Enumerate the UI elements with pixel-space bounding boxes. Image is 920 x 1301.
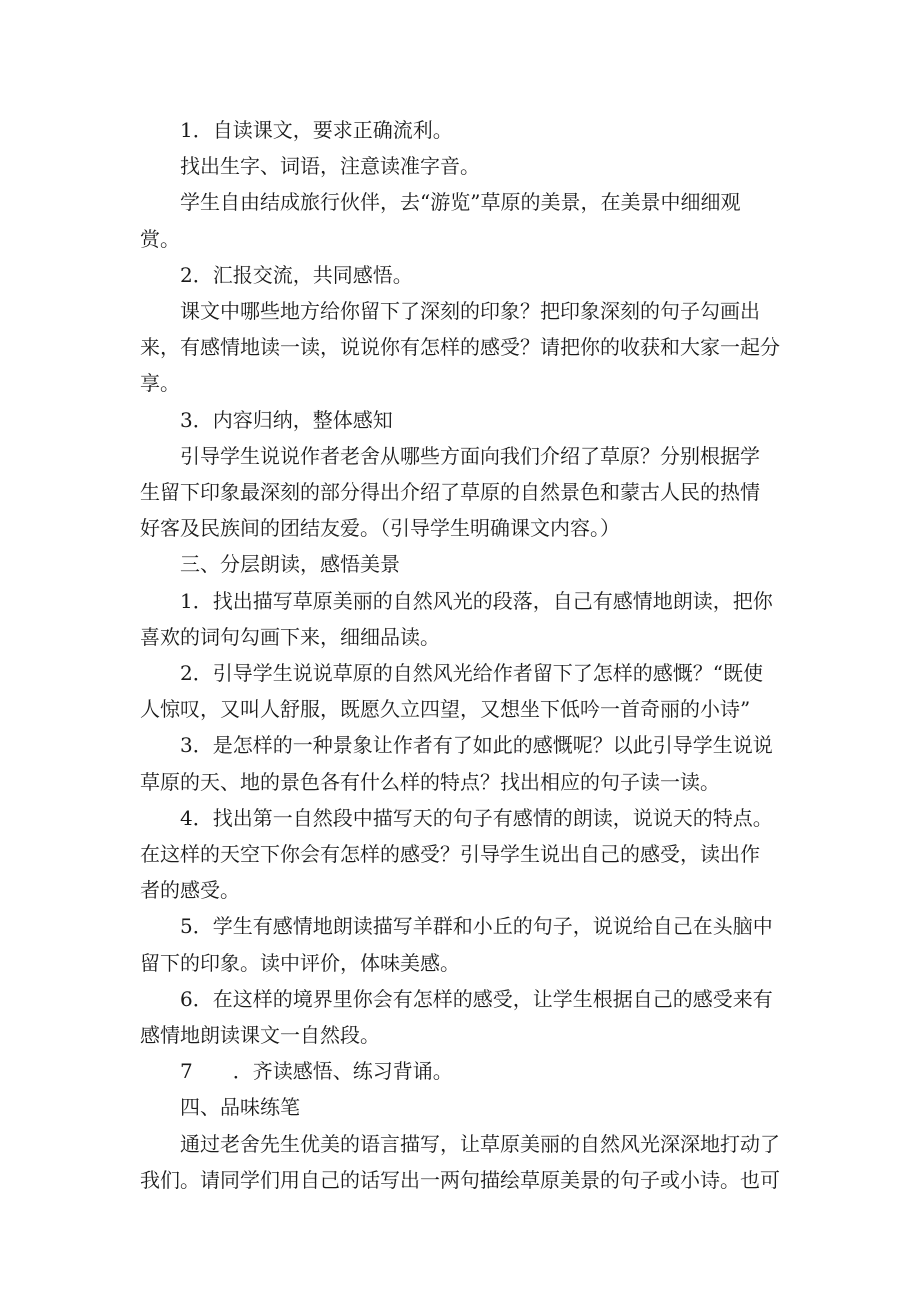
paragraph-9-line-1: 1．找出描写草原美丽的自然风光的段落，自己有感情地朗读，把你 <box>180 588 773 613</box>
paragraph-10-line-2: 人惊叹，又叫人舒服，既愿久立四望，又想坐下低吟一首奇丽的小诗” <box>140 697 751 722</box>
paragraph-16-line-1: 四、品味练笔 <box>180 1095 300 1120</box>
paragraph-5-line-3: 享。 <box>140 371 180 396</box>
paragraph-7-line-1: 引导学生说说作者老舍从哪些方面向我们介绍了草原？分别根据学 <box>180 443 760 468</box>
paragraph-10-line-1: 2．引导学生说说草原的自然风光给作者留下了怎样的感慨？“既使 <box>180 661 763 686</box>
paragraph-9-line-2: 喜欢的词句勾画下来，细细品读。 <box>140 624 440 649</box>
paragraph-6-line-1: 3．内容归纳，整体感知 <box>180 407 393 432</box>
paragraph-3-line-2: 赏。 <box>140 226 180 251</box>
paragraph-12-line-2: 在这样的天空下你会有怎样的感受？引导学生说出自己的感受，读出作 <box>140 842 760 867</box>
paragraph-14-line-2: 感情地朗读课文一自然段。 <box>140 1023 380 1048</box>
paragraph-12-line-1: 4．找出第一自然段中描写天的句子有感情的朗读，说说天的特点。 <box>180 805 773 830</box>
paragraph-11-line-2: 草原的天、地的景色各有什么样的特点？找出相应的句子读一读。 <box>140 769 720 794</box>
paragraph-7-line-3: 好客及民族间的团结友爱。（引导学生明确课文内容。） <box>140 516 620 541</box>
document-body <box>140 112 780 1198</box>
paragraph-8-line-1: 三、分层朗读，感悟美景 <box>180 552 400 577</box>
paragraph-5-line-2: 来，有感情地读一读，说说你有怎样的感受？请把你的收获和大家一起分 <box>140 335 780 360</box>
paragraph-5-line-1: 课文中哪些地方给你留下了深刻的印象？把印象深刻的句子勾画出 <box>180 299 760 324</box>
paragraph-17-line-2: 我们。请同学们用自己的话写出一两句描绘草原美景的句子或小诗。也可 <box>140 1167 780 1192</box>
paragraph-4-line-1: 2．汇报交流，共同感悟。 <box>180 262 413 287</box>
paragraph-17-line-1: 通过老舍先生优美的语言描写，让草原美丽的自然风光深深地打动了 <box>180 1131 780 1156</box>
paragraph-3-line-1: 学生自由结成旅行伙伴，去“游览”草原的美景，在美景中细细观 <box>180 190 741 215</box>
paragraph-12-line-3: 者的感受。 <box>140 878 240 903</box>
paragraph-7-line-2: 生留下印象最深刻的部分得出介绍了草原的自然景色和蒙古人民的热情 <box>140 480 760 505</box>
paragraph-13-line-1: 5．学生有感情地朗读描写羊群和小丘的句子，说说给自己在头脑中 <box>180 914 773 939</box>
paragraph-14-line-1: 6．在这样的境界里你会有怎样的感受，让学生根据自己的感受来有 <box>180 986 773 1011</box>
paragraph-1-line-1: 1．自读课文，要求正确流利。 <box>180 118 453 142</box>
paragraph-13-line-2: 留下的印象。读中评价，体味美感。 <box>140 950 460 975</box>
paragraph-15-line-1: 7 ．齐读感悟、练习背诵。 <box>180 1059 453 1084</box>
paragraph-2-line-1: 找出生字、词语，注意读准字音。 <box>180 154 480 179</box>
paragraph-11-line-1: 3．是怎样的一种景象让作者有了如此的感慨呢？以此引导学生说说 <box>180 733 773 758</box>
